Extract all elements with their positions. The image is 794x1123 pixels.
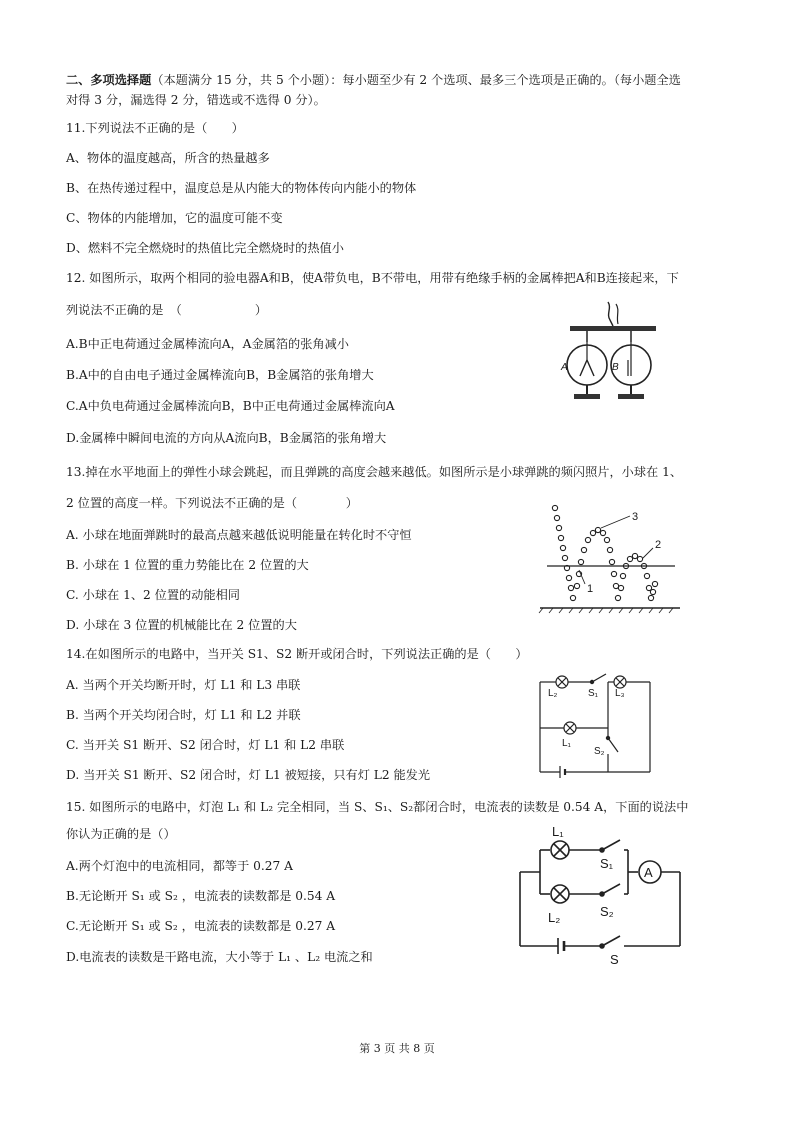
- bouncing-ball-figure: [535, 500, 685, 620]
- q15-circuit-figure: [520, 826, 690, 966]
- section-note-line2: 对得 3 分，漏选得 2 分，错选或不选得 0 分）。: [66, 93, 326, 107]
- q15-stem-cont: 你认为正确的是（）: [66, 827, 176, 841]
- q14-option-d: D. 当开关 S1 断开、S2 闭合时，灯 L1 被短接，只有灯 L2 能发光: [66, 768, 431, 782]
- q14-option-b: B. 当两个开关均闭合时，灯 L1 和 L2 并联: [66, 708, 301, 722]
- q14-label-l2: L₂: [548, 688, 558, 699]
- ball-label-1: 1: [587, 583, 594, 595]
- q14-option-c: C. 当开关 S1 断开、S2 闭合时，灯 L1 和 L2 串联: [66, 738, 345, 752]
- ball-label-3: 3: [632, 511, 639, 523]
- q15-stem: 15. 如图所示的电路中，灯泡 L₁ 和 L₂ 完全相同，当 S、S₁、S₂都闭合时，电流表的读数是 0.54 A，下面的说法中: [66, 800, 689, 814]
- q11-stem: 11.下列说法不正确的是（ ）: [66, 121, 244, 135]
- q15-option-d: D.电流表的读数是干路电流，大小等于 L₁ 、L₂ 电流之和: [66, 950, 373, 964]
- q13-stem: 13.掉在水平地面上的弹性小球会跳起，而且弹跳的高度会越来越低。如图所示是小球弹跳的频闪照片，小球在 1、: [66, 465, 683, 479]
- q12-option-c: C.A中负电荷通过金属棒流向B，B中正电荷通过金属棒流向A: [66, 399, 395, 413]
- electroscope-label-b: B: [612, 362, 619, 373]
- q12-option-a: A.B中正电荷通过金属棒流向A，A金属箔的张角减小: [66, 337, 349, 351]
- q15-label-l2: L₂: [548, 910, 561, 925]
- q15-option-a: A.两个灯泡中的电流相同，都等于 0.27 A: [66, 859, 293, 873]
- q15-label-l1: L₁: [552, 824, 564, 839]
- q13-option-d: D. 小球在 3 位置的机械能比在 2 位置的大: [66, 618, 297, 632]
- q15-label-s1: S₁: [600, 856, 614, 871]
- q15-option-c: C.无论断开 S₁ 或 S₂ ，电流表的读数都是 0.27 A: [66, 919, 336, 933]
- ammeter-label: A: [644, 865, 653, 880]
- q11-option-b: B、在热传递过程中，温度总是从内能大的物体传向内能小的物体: [66, 181, 417, 195]
- q15-option-b: B.无论断开 S₁ 或 S₂ ，电流表的读数都是 0.54 A: [66, 889, 336, 903]
- section-note: （本题满分 15 分，共 5 个小题）：每小题至少有 2 个选项、最多三个选项是正确的。（每小题全选: [151, 73, 681, 87]
- electroscope-figure: [560, 300, 670, 410]
- q13-option-a: A. 小球在地面弹跳时的最高点越来越低说明能量在转化时不守恒: [66, 528, 412, 542]
- q12-option-d: D.金属棒中瞬间电流的方向从A流向B，B金属箔的张角增大: [66, 431, 387, 445]
- q14-option-a: A. 当两个开关均断开时，灯 L1 和 L3 串联: [66, 678, 301, 692]
- section-heading: 二、多项选择题: [66, 73, 152, 87]
- page-footer: 第 3 页 共 8 页: [359, 1042, 435, 1055]
- q14-label-l1: L₁: [562, 738, 571, 749]
- q15-label-s2: S₂: [600, 904, 614, 919]
- q11-option-a: A、物体的温度越高，所含的热量越多: [66, 151, 270, 165]
- ball-label-2: 2: [655, 539, 662, 551]
- electroscope-label-a: A: [561, 362, 568, 373]
- q13-option-c: C. 小球在 1、2 位置的动能相同: [66, 588, 240, 602]
- q14-label-l3: L₃: [615, 688, 625, 699]
- q14-circuit-figure: [540, 668, 660, 778]
- q13-stem-cont: 2 位置的高度一样。下列说法不正确的是（ ）: [66, 496, 358, 510]
- q12-option-b: B.A中的自由电子通过金属棒流向B，B金属箔的张角增大: [66, 368, 374, 382]
- q14-stem: 14.在如图所示的电路中，当开关 S1、S2 断开或闭合时，下列说法正确的是（ ）: [66, 647, 528, 661]
- q14-label-s1: S₁: [588, 688, 599, 699]
- q14-label-s2: S₂: [594, 746, 605, 757]
- q11-option-c: C、物体的内能增加，它的温度可能不变: [66, 211, 283, 225]
- q12-stem-cont: 列说法不正确的是 （ ）: [66, 303, 268, 317]
- q15-label-s: S: [610, 952, 619, 967]
- q12-stem: 12. 如图所示，取两个相同的验电器A和B，使A带负电，B不带电，用带有绝缘手柄的金属棒把A和B连接起来，下: [66, 271, 679, 285]
- q11-option-d: D、燃料不完全燃烧时的热值比完全燃烧时的热值小: [66, 241, 344, 255]
- section-note-line1: [66, 72, 681, 88]
- q13-option-b: B. 小球在 1 位置的重力势能比在 2 位置的大: [66, 558, 309, 572]
